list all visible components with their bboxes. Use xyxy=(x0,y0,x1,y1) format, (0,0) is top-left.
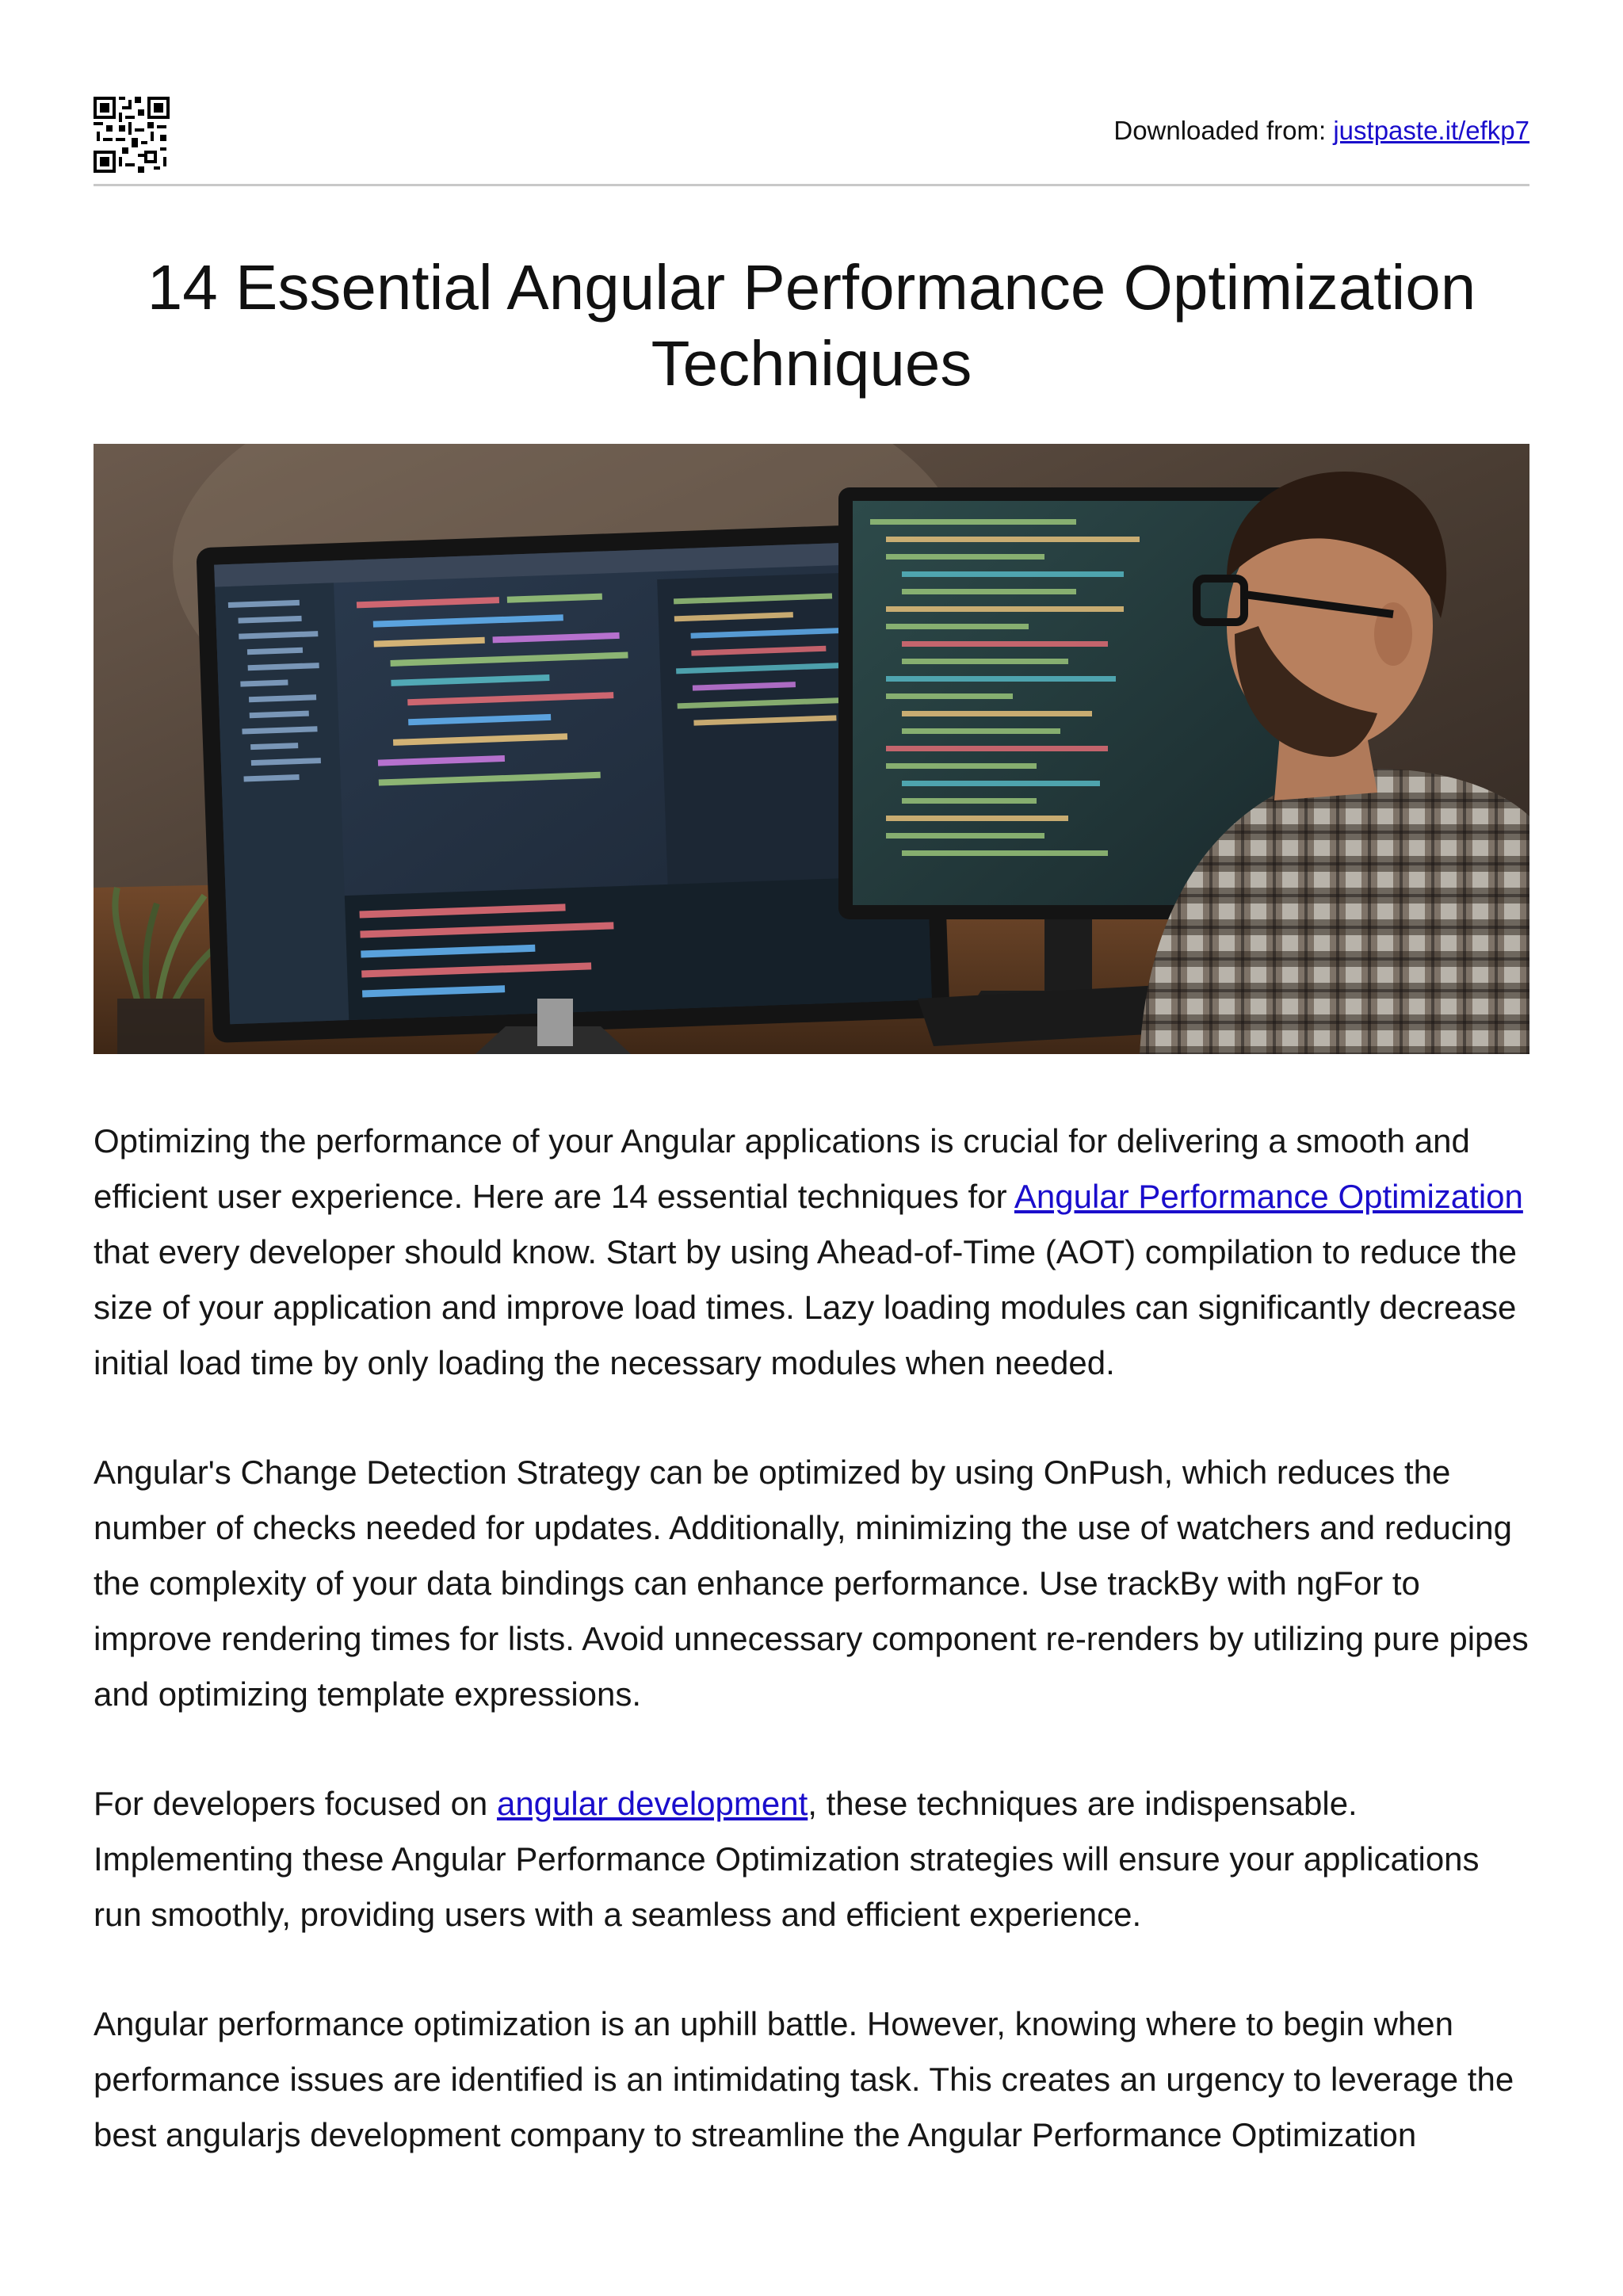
hero-image xyxy=(94,444,1529,1054)
paragraph-3 xyxy=(94,1776,1529,1943)
paragraph-2: Angular's Change Detection Strategy can be optimized by using OnPush, which reduces the number of checks needed for updates. Additionally, minimizing the use of watchers and reducing the complexity of your data bindings can enhance performance. Use trackBy with ngFor to improve rendering times for lists. Avoid unnecessary component re-renders by utilizing pure pipes and optimizing template expressions. xyxy=(94,1454,1529,1713)
article-body xyxy=(94,1114,1529,2217)
paragraph-3-text-start: For developers focused on xyxy=(94,1785,497,1822)
paragraph-1 xyxy=(94,1114,1529,1391)
paragraph-3-text-end: , these techniques are indispensable. Implementing these Angular Performance Optimization strategies will ensure your applications run smoothly, providing users with a seamless and efficient experience. xyxy=(94,1785,1480,1933)
angular-development-link[interactable]: angular development xyxy=(496,1785,808,1822)
header-divider xyxy=(94,184,1529,186)
paragraph-1-text-end: that every developer should know. Start by using Ahead-of-Time (AOT) compilation to reduce the size of your application and improve load times. Lazy loading modules can significantly decrease initial load time by only loading the necessary modules when needed. xyxy=(94,1233,1518,1381)
qr-code-icon xyxy=(94,97,170,173)
angular-performance-optimization-link[interactable]: Angular Performance Optimization xyxy=(1014,1178,1523,1215)
downloaded-from-label: Downloaded from: xyxy=(1113,116,1334,145)
source-line xyxy=(1113,116,1529,146)
source-link[interactable]: justpaste.it/efkp7 xyxy=(1333,116,1529,145)
paragraph-4: Angular performance optimization is an uphill battle. However, knowing where to begin when performance issues are identified is an intimidating task. This creates an urgency to leverage the best angularjs development company to streamline the Angular Performance Optimization xyxy=(94,2005,1514,2153)
paragraph-1-text-start: Optimizing the performance of your Angular applications is crucial for delivering a smooth and efficient user experience. Here are 14 essential techniques for xyxy=(94,1122,1470,1215)
page-title: 14 Essential Angular Performance Optimization Techniques xyxy=(147,252,1476,399)
